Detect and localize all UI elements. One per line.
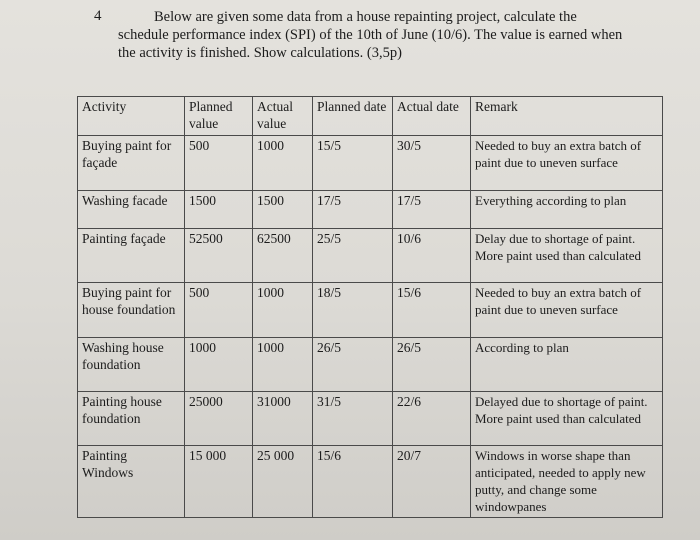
- cell-remark: Needed to buy an extra batch of paint due to uneven surface: [471, 283, 663, 338]
- cell-actual-value: 25 000: [253, 446, 313, 518]
- table-row: [78, 446, 663, 518]
- header-actual-date: Actual date: [393, 97, 471, 136]
- cell-actual-date: 17/5: [393, 191, 471, 229]
- cell-activity: Painting façade: [78, 229, 185, 283]
- table-row: [78, 392, 663, 446]
- cell-actual-date: 26/5: [393, 338, 471, 392]
- question-line-1: Below are given some data from a house repainting project, calculate the: [154, 9, 577, 25]
- cell-remark: Delayed due to shortage of paint. More paint used than calculated: [471, 392, 663, 446]
- cell-planned-date: 15/5: [313, 136, 393, 191]
- cell-remark: According to plan: [471, 338, 663, 392]
- table-row: [78, 136, 663, 191]
- cell-actual-date: 15/6: [393, 283, 471, 338]
- header-activity: Activity: [78, 97, 185, 136]
- question-line-3: the activity is finished. Show calculations. (3,5p): [118, 45, 402, 61]
- cell-planned-date: 15/6: [313, 446, 393, 518]
- cell-planned-value: 1500: [185, 191, 253, 229]
- cell-activity: Washing facade: [78, 191, 185, 229]
- cell-actual-value: 31000: [253, 392, 313, 446]
- cell-planned-date: 25/5: [313, 229, 393, 283]
- cell-remark: Everything according to plan: [471, 191, 663, 229]
- table-row: [78, 338, 663, 392]
- question-text: [118, 8, 678, 62]
- cell-actual-date: 20/7: [393, 446, 471, 518]
- cell-planned-value: 500: [185, 283, 253, 338]
- cell-activity: Painting house foundation: [78, 392, 185, 446]
- cell-actual-date: 30/5: [393, 136, 471, 191]
- cell-planned-value: 52500: [185, 229, 253, 283]
- cell-planned-value: 15 000: [185, 446, 253, 518]
- cell-planned-date: 31/5: [313, 392, 393, 446]
- header-planned-value: Planned value: [185, 97, 253, 136]
- cell-planned-date: 26/5: [313, 338, 393, 392]
- cell-actual-date: 10/6: [393, 229, 471, 283]
- table-row: [78, 229, 663, 283]
- cell-actual-value: 62500: [253, 229, 313, 283]
- cell-actual-value: 1500: [253, 191, 313, 229]
- table-row: [78, 191, 663, 229]
- question-number: 4: [94, 8, 102, 24]
- cell-remark: Delay due to shortage of paint. More paint used than calculated: [471, 229, 663, 283]
- question-line-2: schedule performance index (SPI) of the 10th of June (10/6). The value is earned when: [118, 27, 623, 43]
- cell-remark: Windows in worse shape than anticipated, needed to apply new putty, and change some windowpanes: [471, 446, 663, 518]
- project-data-table: [77, 96, 663, 518]
- cell-actual-date: 22/6: [393, 392, 471, 446]
- cell-activity: Painting Windows: [78, 446, 185, 518]
- cell-actual-value: 1000: [253, 136, 313, 191]
- table-row: [78, 283, 663, 338]
- cell-activity: Washing house foundation: [78, 338, 185, 392]
- cell-planned-value: 25000: [185, 392, 253, 446]
- cell-actual-value: 1000: [253, 283, 313, 338]
- cell-activity: Buying paint for house foundation: [78, 283, 185, 338]
- cell-planned-value: 500: [185, 136, 253, 191]
- cell-planned-value: 1000: [185, 338, 253, 392]
- cell-planned-date: 18/5: [313, 283, 393, 338]
- header-planned-date: Planned date: [313, 97, 393, 136]
- cell-planned-date: 17/5: [313, 191, 393, 229]
- cell-actual-value: 1000: [253, 338, 313, 392]
- header-actual-value: Actual value: [253, 97, 313, 136]
- header-remark: Remark: [471, 97, 663, 136]
- cell-remark: Needed to buy an extra batch of paint due to uneven surface: [471, 136, 663, 191]
- table-header-row: [78, 97, 663, 136]
- cell-activity: Buying paint for façade: [78, 136, 185, 191]
